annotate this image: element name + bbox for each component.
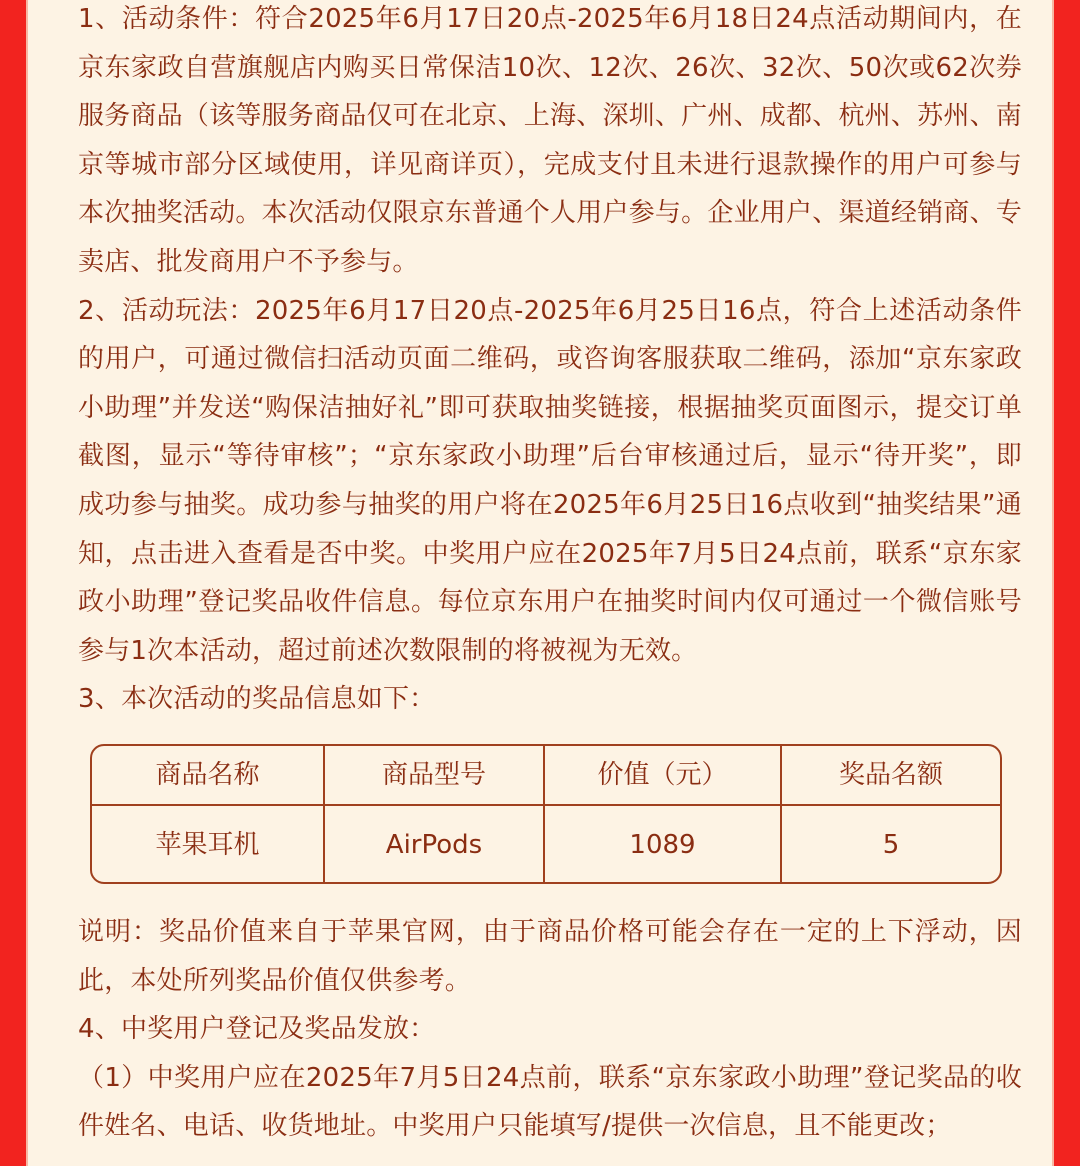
header-product-model: 商品型号 [324, 746, 544, 805]
rule-activity-gameplay: 2、活动玩法：2025年6月17日20点-2025年6月25日16点，符合上述活动条件的用户，可通过微信扫活动页面二维码，或咨询客服获取二维码，添加“京东家政小助理”并发送“购保洁抽好礼”即可获取抽奖链接，根据抽奖页面图示，提交订单截图，显示“等待审核”；“京东家政小助理”后台审核通过后，显示“待开奖”，即成功参与抽奖。成功参与抽奖的用户将在2025年6月25日16点收到“抽奖结果”通知，点击进入查看是否中奖。中奖用户应在2025年7月5日24点前，联系“京东家政小助理”登记奖品收件信息。每位京东用户在抽奖时间内仅可通过一个微信账号参与1次本活动，超过前述次数限制的将被视为无效。 [78, 295, 1022, 666]
cell-product-model: AirPods [324, 805, 544, 884]
rule-registration-heading: 4、中奖用户登记及奖品发放： [78, 1014, 436, 1045]
rule-activity-conditions: 1、活动条件：符合2025年6月17日20点-2025年6月18日24点活动期间内，在京东家政自营旗舰店内购买日常保洁10次、12次、26次、32次、50次或62次券服务商品（该等服务商品仅可在北京、上海、深圳、广州、成都、杭州、苏州、南京等城市部分区域使用，详见商详页），完成支付且未进行退款操作的用户可参与本次抽奖活动。本次活动仅限京东普通个人用户参与。企业用户、渠道经销商、专卖店、批发商用户不予参与。 [78, 4, 1022, 277]
header-value: 价值（元） [544, 746, 781, 805]
rules-content [78, 0, 1022, 1151]
prize-value-note: 说明：奖品价值来自于苹果官网，由于商品价格可能会存在一定的上下浮动，因此，本处所列奖品价值仅供参考。 [78, 916, 1022, 996]
header-quota: 奖品名额 [781, 746, 1000, 805]
cell-product-name: 苹果耳机 [92, 805, 324, 884]
rules-panel [26, 0, 1054, 1166]
cell-value: 1089 [544, 805, 781, 884]
rule-registration-item-1: （1）中奖用户应在2025年7月5日24点前，联系“京东家政小助理”登记奖品的收件姓名、电话、收货地址。中奖用户只能填写/提供一次信息，且不能更改； [78, 1062, 1022, 1142]
rule-prize-info-heading: 3、本次活动的奖品信息如下： [78, 684, 436, 715]
cell-quota: 5 [882, 829, 900, 860]
header-product-name: 商品名称 [92, 746, 324, 805]
table-row [92, 805, 1000, 884]
prize-table-header-row [92, 746, 1000, 805]
prize-table [90, 744, 1002, 884]
